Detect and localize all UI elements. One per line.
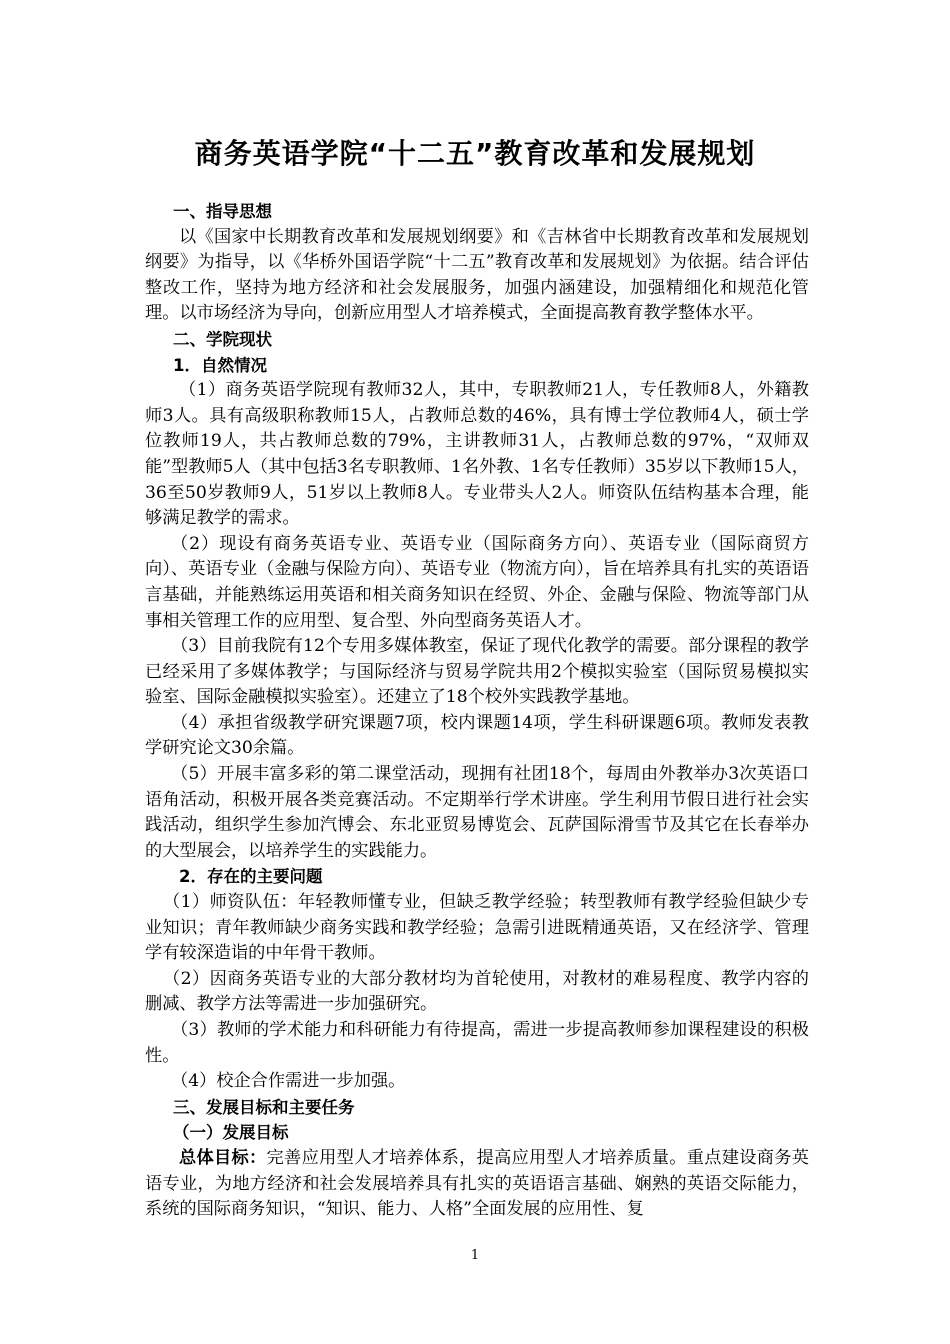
page-number: 1 — [470, 1248, 480, 1263]
section-heading-current-status: 二、学院现状 — [173, 329, 272, 349]
paragraph-problem-2: （2）因商务英语专业的大部分教材均为首轮使用，对教材的难易程度、教学内容的删减、教学方法等需进一步加强研究。 — [145, 968, 809, 1015]
paragraph-problem-3: （3）教师的学术能力和科研能力有待提高，需进一步提高教师参加课程建设的积极性。 — [145, 1020, 809, 1066]
section-heading-goals-tasks: 三、发展目标和主要任务 — [173, 1097, 355, 1117]
document-title: 商务英语学院“十二五”教育改革和发展规划 — [194, 137, 756, 170]
section-heading-guiding-ideology: 一、指导思想 — [173, 202, 272, 221]
paragraph-problem-4: （4）校企合作需进一步加强。 — [171, 1071, 406, 1092]
paragraph-status-3: （3）目前我院有12个专用多媒体教室，保证了现代化教学的需要。部分课程的教学已经采用了多媒体教学；与国际经济与贸易学院共用2个模拟实验室（国际贸易模拟实验室、国际金融模拟实验室）。还建立了18个校外实践教学基地。 — [145, 636, 809, 708]
paragraph-guiding-ideology: 以《国家中长期教育改革和发展规划纲要》和《吉林省中长期教育改革和发展规划纲要》为指导，以《华桥外国语学院“十二五”教育改革和发展规划》为依据。结合评估整改工作，坚持为地方经济和社会发展服务，加强内涵建设，加强精细化和规范化管理。以市场经济为导向，创新应用型人才培养模式，全面提高教育教学整体水平。 — [145, 226, 809, 324]
overall-goal-label: 总体目标： — [179, 1147, 267, 1168]
paragraph-status-5: （5）开展丰富多彩的第二课堂活动，现拥有社团18个，每周由外教举办3次英语口语角活动，积极开展各类竞赛活动。不定期举行学术讲座。学生利用节假日进行社会实践活动，组织学生参加汽博会、东北亚贸易博览会、瓦萨国际滑雪节及其它在长春举办的大型展会，以培养学生的实践能力。 — [145, 764, 809, 861]
subsection-heading-main-problems: 2．存在的主要问题 — [179, 867, 323, 887]
overall-goal-text: 完善应用型人才培养体系，提高应用型人才培养质量。重点建设商务英语专业，为地方经济和社会发展培养具有扎实的英语语言基础、娴熟的英语交际能力，系统的国际商务知识，“知识、能力、人格”全面发展的应用性、复 — [145, 1147, 809, 1220]
paragraph-problem-1: （1）师资队伍：年轻教师懂专业，但缺乏教学经验；转型教师有教学经验但缺少专业知识；青年教师缺少商务实践和教学经验；急需引进既精通英语，又在经济学、管理学有较深造诣的中年骨干教师。 — [145, 892, 809, 964]
paragraph-overall-goal — [145, 1146, 809, 1223]
document-body — [145, 199, 809, 1223]
subsection-heading-natural-situation: 1．自然情况 — [173, 355, 267, 375]
subsection-heading-development-goals: （一）发展目标 — [173, 1123, 289, 1143]
paragraph-status-2: （2）现设有商务英语专业、英语专业（国际商务方向）、英语专业（国际商贸方向）、英语专业（金融与保险方向）、英语专业（物流方向），旨在培养具有扎实的英语语言基础，并能熟练运用英语和相关商务知识在经贸、外企、金融与保险、物流等部门从事相关管理工作的应用型、复合型、外向型商务英语人才。 — [145, 533, 809, 631]
paragraph-status-1: （1）商务英语学院现有教师32人，其中，专职教师21人，专任教师8人，外籍教师3人。具有高级职称教师15人，占教师总数的46%，具有博士学位教师4人，硕士学位教师19人，共占教师总数的79%，主讲教师31人，占教师总数的97%，“双师双能”型教师5人（其中包括3名专职教师、1名外教、1名专任教师）35岁以下教师15人，36至50岁教师9人，51岁以上教师8人。专业带头人2人。师资队伍结构基本合理，能够满足教学的需求。 — [145, 380, 809, 529]
paragraph-status-4: （4）承担省级教学研究课题7项，校内课题14项，学生科研课题6项。教师发表教学研究论文30余篇。 — [145, 712, 809, 759]
